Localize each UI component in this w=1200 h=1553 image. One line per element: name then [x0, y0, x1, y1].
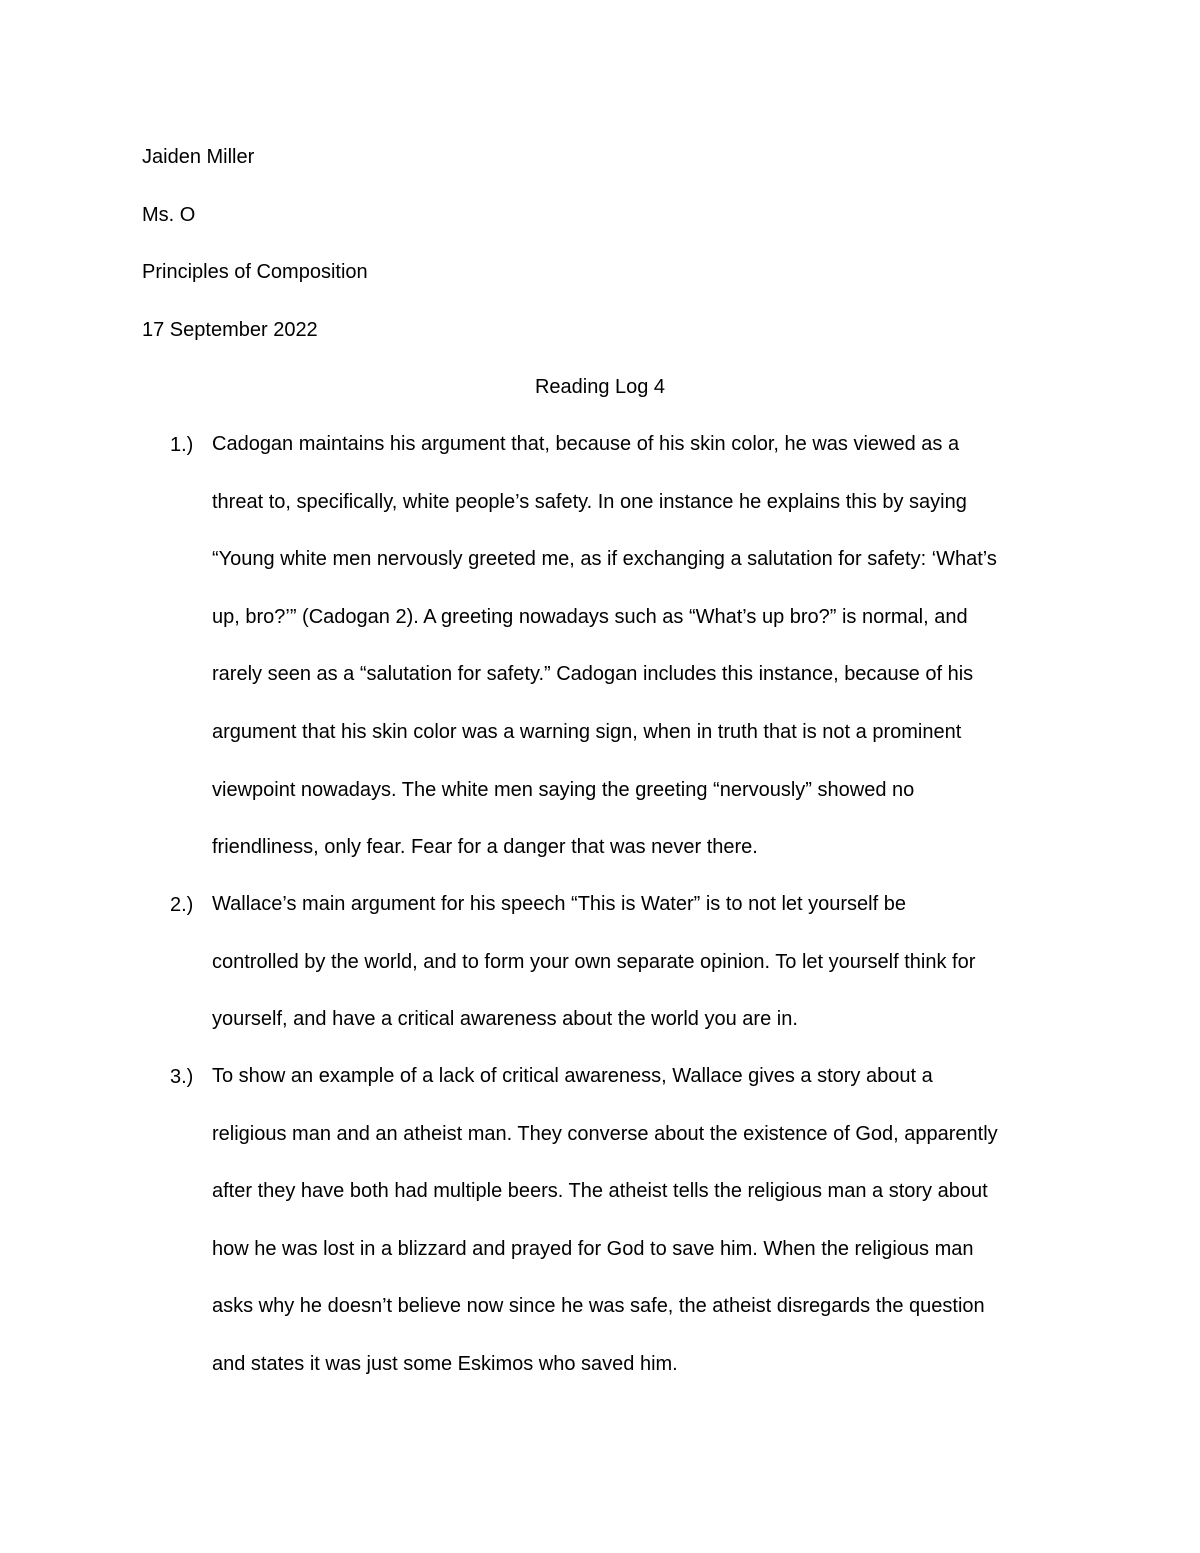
text-line: threat to, specifically, white people’s safety. In one instance he explains this by saying	[212, 490, 967, 513]
text-line: viewpoint nowadays. The white men saying the greeting “nervously” showed no	[212, 778, 915, 801]
text-line: yourself, and have a critical awareness about the world you are in.	[212, 1008, 798, 1031]
list-item-number: 2.)	[170, 894, 194, 916]
text-line: asks why he doesn’t believe now since he was safe, the atheist disregards the question	[212, 1295, 985, 1318]
document-title: Reading Log 4	[534, 376, 666, 398]
list-item-text	[212, 876, 1092, 1049]
student-name: Jaiden Miller	[142, 146, 255, 168]
list-item-number: 3.)	[170, 1066, 194, 1088]
document-date: 17 September 2022	[142, 319, 318, 341]
text-line: how he was lost in a blizzard and prayed for God to save him. When the religious man	[212, 1237, 974, 1260]
text-line: Cadogan maintains his argument that, because of his skin color, he was viewed as a	[212, 433, 960, 455]
list-item-number: 1.)	[170, 434, 194, 456]
text-line: Wallace’s main argument for his speech “This is Water” is to not let yourself be	[212, 893, 906, 915]
instructor-name: Ms. O	[142, 204, 196, 226]
course-name: Principles of Composition	[142, 261, 368, 283]
text-line: To show an example of a lack of critical awareness, Wallace gives a story about a	[212, 1065, 933, 1087]
text-line: rarely seen as a “salutation for safety.” Cadogan includes this instance, because of his	[212, 663, 974, 686]
text-line: religious man and an atheist man. They converse about the existence of God, apparently	[212, 1122, 998, 1145]
text-line: and states it was just some Eskimos who saved him.	[212, 1352, 678, 1375]
text-line: after they have both had multiple beers. The atheist tells the religious man a story about	[212, 1180, 988, 1203]
text-line: “Young white men nervously greeted me, as if exchanging a salutation for safety: ‘What’s	[212, 548, 997, 571]
list-item-text	[212, 416, 1092, 877]
text-line: controlled by the world, and to form your own separate opinion. To let yourself think for	[212, 950, 976, 973]
text-line: friendliness, only fear. Fear for a danger that was never there.	[212, 836, 758, 859]
text-line: argument that his skin color was a warning sign, when in truth that is not a prominent	[212, 720, 962, 743]
list-item-text	[212, 1048, 1092, 1394]
text-line: up, bro?’” (Cadogan 2). A greeting nowadays such as “What’s up bro?” is normal, and	[212, 605, 968, 628]
